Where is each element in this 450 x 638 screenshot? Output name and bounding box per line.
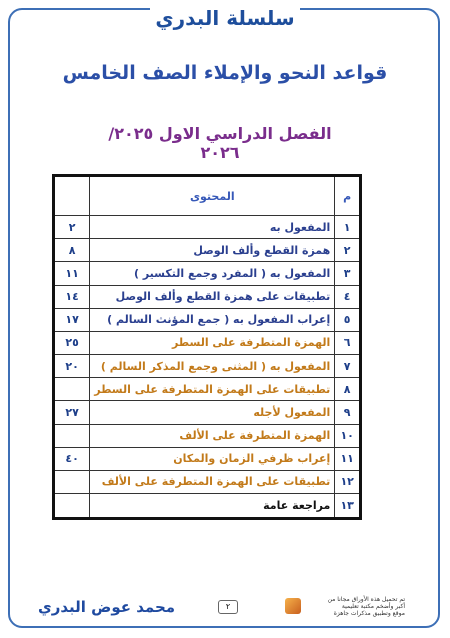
row-page: ١٤ (54, 285, 90, 308)
row-number: ٨ (335, 378, 361, 401)
row-title: إعراب المفعول به ( جمع المؤنث السالم ) (90, 308, 335, 331)
table-row (54, 308, 361, 331)
row-page: ١٧ (54, 308, 90, 331)
row-number: ٧ (335, 355, 361, 378)
semester-title: الفصل الدراسي الاول ٢٠٢٥/ ٢٠٢٦ (108, 124, 332, 162)
table-row (54, 285, 361, 308)
table-row (54, 470, 361, 493)
row-number: ١١ (335, 447, 361, 470)
series-title: سلسلة البدري (150, 4, 300, 32)
row-page (54, 378, 90, 401)
row-number: ٤ (335, 285, 361, 308)
row-title: تطبيقات على الهمزة المتطرفة على الألف (90, 470, 335, 493)
row-page: ٢٥ (54, 331, 90, 354)
row-title: المفعول به (90, 216, 335, 239)
contents-table (52, 174, 362, 520)
table-row (54, 447, 361, 470)
table-row (54, 378, 361, 401)
row-page (54, 494, 90, 519)
table-row (54, 401, 361, 424)
table-row (54, 355, 361, 378)
row-page: ٢٧ (54, 401, 90, 424)
author-name: محمد عوض البدري (38, 598, 176, 616)
row-number: ١ (335, 216, 361, 239)
row-title: إعراب ظرفي الزمان والمكان (90, 447, 335, 470)
column-content-header: المحتوى (90, 176, 335, 216)
row-number: ١٠ (335, 424, 361, 447)
table-row (54, 494, 361, 519)
table-row (54, 331, 361, 354)
row-title: تطبيقات على الهمزة المتطرفة على السطر (90, 378, 335, 401)
row-number: ٥ (335, 308, 361, 331)
download-note-line: موقع وتطبيق مذكرات جاهزة (333, 610, 405, 617)
row-number: ٢ (335, 239, 361, 262)
table-row (54, 216, 361, 239)
download-note (305, 596, 405, 617)
row-number: ٣ (335, 262, 361, 285)
page-number: ٢ (218, 600, 238, 614)
table-row (54, 239, 361, 262)
row-page: ٢ (54, 216, 90, 239)
row-number: ٩ (335, 401, 361, 424)
table-row (54, 262, 361, 285)
row-title: مراجعة عامة (90, 494, 335, 519)
row-title: الهمزة المتطرفة على السطر (90, 331, 335, 354)
main-title: قواعد النحو والإملاء الصف الخامس (62, 62, 388, 84)
row-number: ١٢ (335, 470, 361, 493)
row-title: المفعول به ( المثنى وجمع المذكر السالم ) (90, 355, 335, 378)
column-page-header (54, 176, 90, 216)
row-title: همزة القطع وألف الوصل (90, 239, 335, 262)
row-number: ٦ (335, 331, 361, 354)
row-page: ٢٠ (54, 355, 90, 378)
download-note-line: تم تحميل هذه الأوراق مجانا من (327, 596, 405, 603)
row-page: ٤٠ (54, 447, 90, 470)
column-num-header: م (335, 176, 361, 216)
row-title: تطبيقات على همزة القطع وألف الوصل (90, 285, 335, 308)
contents-body (54, 216, 361, 519)
row-title: المفعول لأجله (90, 401, 335, 424)
row-page: ٨ (54, 239, 90, 262)
row-page: ١١ (54, 262, 90, 285)
row-number: ١٣ (335, 494, 361, 519)
table-row (54, 424, 361, 447)
row-page (54, 470, 90, 493)
row-title: الهمزة المتطرفة على الألف (90, 424, 335, 447)
download-note-line: أكبر وأضخم مكتبة تعليمية (341, 603, 405, 610)
row-page (54, 424, 90, 447)
publisher-logo-icon (285, 598, 301, 614)
row-title: المفعول به ( المفرد وجمع التكسير ) (90, 262, 335, 285)
